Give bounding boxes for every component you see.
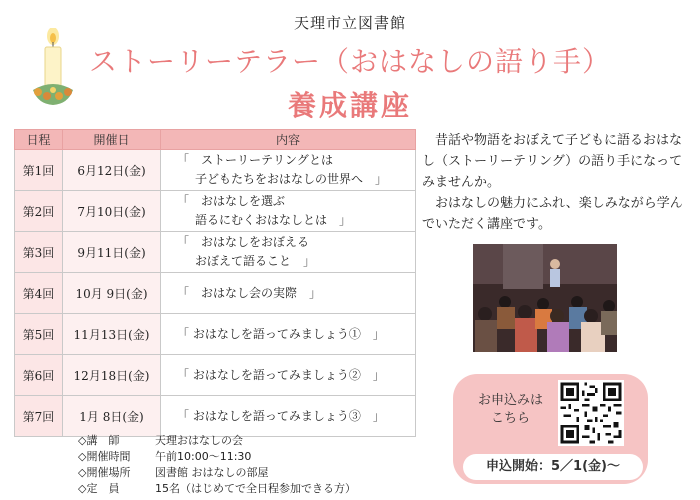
- apply-label-line1: お申込みは: [477, 393, 543, 408]
- description: [422, 130, 690, 235]
- library-name: 天理市立図書館: [293, 14, 406, 32]
- page-subtitle: 養成講座: [287, 89, 412, 122]
- table-row: [15, 355, 416, 396]
- description-paragraph-1: 昔話や物語をおぼえて子どもに語るおはなし（ストーリーテリング）の語り手になってみませんか。: [422, 133, 683, 190]
- session-date: 12月18日(金): [63, 355, 161, 396]
- info-label: ◇開催場所: [78, 466, 131, 479]
- session-content-line2: 語るにむくおはなしとは 」: [195, 213, 352, 227]
- info-row-time: [78, 449, 356, 465]
- session-content-line2: 子どもたちをおはなしの世界へ 」: [195, 172, 388, 186]
- header-content: 内容: [161, 130, 416, 150]
- header-schedule: 日程: [15, 130, 63, 150]
- session-content-line2: おぼえて語ること 」: [195, 254, 316, 268]
- application-start-date: 申込開始：5／1(金)～: [463, 454, 643, 480]
- table-row: [15, 232, 416, 273]
- info-label: ◇開催時間: [78, 450, 131, 463]
- session-content: [161, 232, 416, 273]
- session-number: 第4回: [15, 273, 63, 314]
- session-content: [161, 355, 416, 396]
- info-row-venue: [78, 465, 356, 481]
- page-title: ストーリーテラー（おはなしの語り手）: [88, 45, 611, 78]
- event-info: [78, 433, 356, 497]
- session-content-line1: 「 おはなしを選ぶ: [177, 194, 286, 208]
- info-label: ◇講 師: [78, 434, 120, 447]
- session-content: [161, 273, 416, 314]
- session-content: [161, 396, 416, 437]
- info-value: 天理おはなしの会: [155, 434, 243, 447]
- session-date: 10月 9日(金): [63, 273, 161, 314]
- session-number: 第7回: [15, 396, 63, 437]
- info-value: 15名（はじめてで全日程参加できる方）: [155, 482, 356, 495]
- apply-label-line2: こちら: [490, 411, 530, 426]
- session-date: 1月 8日(金): [63, 396, 161, 437]
- session-content: [161, 314, 416, 355]
- session-date: 9月11日(金): [63, 232, 161, 273]
- session-number: 第2回: [15, 191, 63, 232]
- description-paragraph-2: おはなしの魅力にふれ、楽しみながら学んでいただく講座です。: [422, 196, 683, 232]
- table-row: [15, 150, 416, 191]
- session-content-line1: 「 おはなし会の実際 」: [177, 285, 322, 300]
- info-row-instructor: [78, 433, 356, 449]
- session-content-line1: 「 おはなしを語ってみましょう② 」: [177, 367, 385, 382]
- session-date: 7月10日(金): [63, 191, 161, 232]
- schedule-table: [14, 129, 416, 437]
- session-number: 第5回: [15, 314, 63, 355]
- apply-here-label: [468, 392, 553, 428]
- schedule-header-row: [15, 130, 416, 150]
- info-label: ◇定 員: [78, 482, 120, 495]
- session-date: 11月13日(金): [63, 314, 161, 355]
- session-content: [161, 150, 416, 191]
- session-number: 第6回: [15, 355, 63, 396]
- qr-code-icon[interactable]: [558, 380, 624, 446]
- info-value: 午前10:00～11:30: [155, 450, 252, 463]
- session-content: [161, 191, 416, 232]
- table-row: [15, 314, 416, 355]
- info-row-capacity: [78, 481, 356, 497]
- session-number: 第1回: [15, 150, 63, 191]
- session-date: 6月12日(金): [63, 150, 161, 191]
- info-value: 図書館 おはなしの部屋: [155, 466, 269, 479]
- header-date: 開催日: [63, 130, 161, 150]
- storytelling-photo: [473, 244, 617, 352]
- session-content-line1: 「 ストーリーテリングとは: [177, 153, 334, 167]
- table-row: [15, 273, 416, 314]
- table-row: [15, 191, 416, 232]
- session-number: 第3回: [15, 232, 63, 273]
- session-content-line1: 「 おはなしを語ってみましょう③ 」: [177, 408, 385, 423]
- session-content-line1: 「 おはなしを語ってみましょう① 」: [177, 326, 385, 341]
- table-row: [15, 396, 416, 437]
- session-content-line1: 「 おはなしをおぼえる: [177, 235, 310, 249]
- candle-icon: [28, 28, 78, 108]
